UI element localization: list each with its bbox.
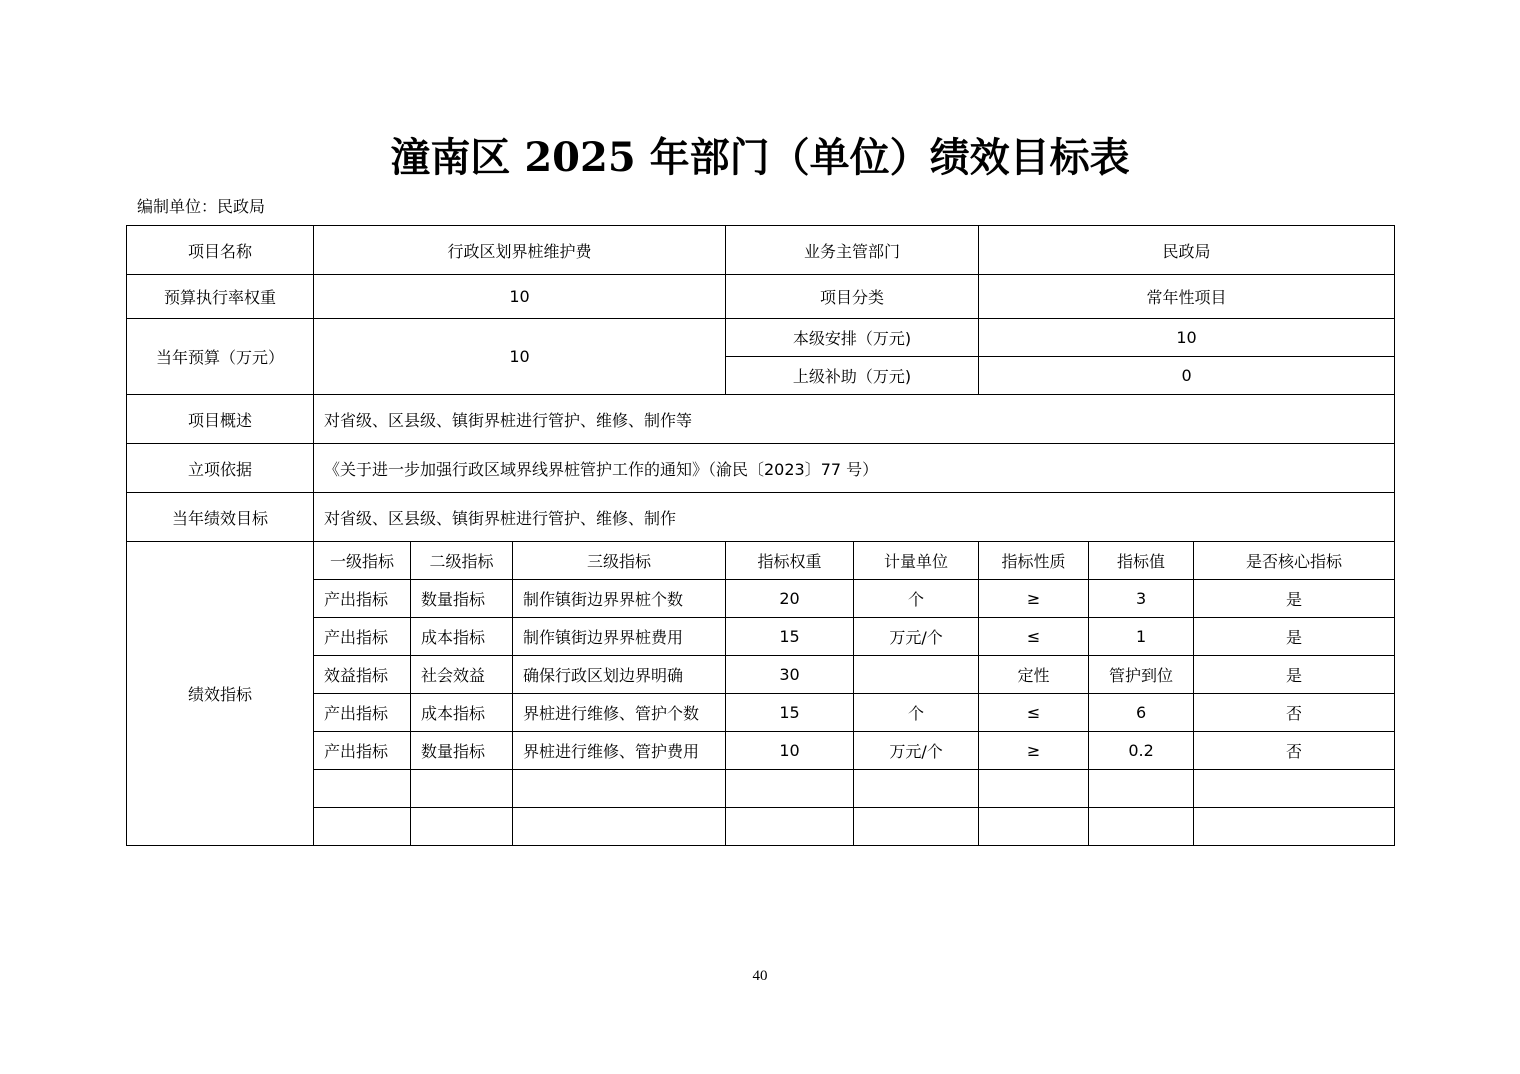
empty-cell — [411, 770, 513, 808]
superior-subsidy-label: 上级补助（万元) — [726, 357, 979, 395]
budget-label: 当年预算（万元） — [127, 319, 314, 395]
exec-weight-value: 10 — [314, 275, 726, 319]
value-cell: 1 — [1089, 618, 1194, 656]
project-name-label: 项目名称 — [127, 226, 314, 275]
performance-target-table — [126, 225, 1395, 846]
unit-cell: 个 — [854, 580, 979, 618]
empty-cell — [726, 770, 854, 808]
level2-cell: 社会效益 — [411, 656, 513, 694]
header-unit: 计量单位 — [854, 542, 979, 580]
indicator-row — [127, 580, 1395, 618]
level1-cell: 产出指标 — [314, 732, 411, 770]
nature-cell: ≥ — [979, 732, 1089, 770]
level1-cell: 效益指标 — [314, 656, 411, 694]
level1-cell: 产出指标 — [314, 694, 411, 732]
empty-cell — [411, 808, 513, 846]
local-arrangement-value: 10 — [979, 319, 1395, 357]
header-core: 是否核心指标 — [1194, 542, 1395, 580]
core-cell: 否 — [1194, 732, 1395, 770]
empty-cell — [513, 808, 726, 846]
level3-cell: 制作镇街边界界桩个数 — [513, 580, 726, 618]
local-arrangement-label: 本级安排（万元) — [726, 319, 979, 357]
empty-cell — [314, 770, 411, 808]
nature-cell: ≤ — [979, 694, 1089, 732]
unit-cell: 万元/个 — [854, 618, 979, 656]
value-cell: 3 — [1089, 580, 1194, 618]
value-cell: 6 — [1089, 694, 1194, 732]
level2-cell: 数量指标 — [411, 732, 513, 770]
unit-cell: 万元/个 — [854, 732, 979, 770]
page-number: 40 — [752, 968, 768, 984]
overview-label: 项目概述 — [127, 395, 314, 444]
budget-value: 10 — [314, 319, 726, 395]
department-label: 业务主管部门 — [726, 226, 979, 275]
category-value: 常年性项目 — [979, 275, 1395, 319]
value-cell: 0.2 — [1089, 732, 1194, 770]
level3-cell: 制作镇街边界界桩费用 — [513, 618, 726, 656]
value-cell: 管护到位 — [1089, 656, 1194, 694]
empty-cell — [513, 770, 726, 808]
core-cell: 否 — [1194, 694, 1395, 732]
empty-cell — [1194, 808, 1395, 846]
indicator-row — [127, 732, 1395, 770]
empty-cell — [854, 770, 979, 808]
level3-cell: 确保行政区划边界明确 — [513, 656, 726, 694]
empty-cell — [1194, 770, 1395, 808]
empty-cell — [314, 808, 411, 846]
empty-cell — [1089, 808, 1194, 846]
table-row — [127, 226, 1395, 275]
annual-goal-label: 当年绩效目标 — [127, 493, 314, 542]
weight-cell: 15 — [726, 618, 854, 656]
level1-cell: 产出指标 — [314, 618, 411, 656]
header-weight: 指标权重 — [726, 542, 854, 580]
level3-cell: 界桩进行维修、管护费用 — [513, 732, 726, 770]
level2-cell: 数量指标 — [411, 580, 513, 618]
header-nature: 指标性质 — [979, 542, 1089, 580]
core-cell: 是 — [1194, 656, 1395, 694]
weight-cell: 10 — [726, 732, 854, 770]
empty-cell — [726, 808, 854, 846]
empty-cell — [979, 808, 1089, 846]
level3-cell: 界桩进行维修、管护个数 — [513, 694, 726, 732]
weight-cell: 30 — [726, 656, 854, 694]
level1-cell: 产出指标 — [314, 580, 411, 618]
indicator-row — [127, 694, 1395, 732]
nature-cell: ≥ — [979, 580, 1089, 618]
table-row — [127, 319, 1395, 357]
weight-cell: 15 — [726, 694, 854, 732]
table-row — [127, 275, 1395, 319]
basis-value: 《关于进一步加强行政区域界线界桩管护工作的通知》（渝民〔2023〕77 号） — [314, 444, 1395, 493]
unit-cell: 个 — [854, 694, 979, 732]
table-row — [127, 444, 1395, 493]
overview-value: 对省级、区县级、镇街界桩进行管护、维修、制作等 — [314, 395, 1395, 444]
indicators-section-label: 绩效指标 — [127, 542, 314, 846]
table-row — [127, 395, 1395, 444]
exec-weight-label: 预算执行率权重 — [127, 275, 314, 319]
weight-cell: 20 — [726, 580, 854, 618]
indicator-row — [127, 618, 1395, 656]
header-level3: 三级指标 — [513, 542, 726, 580]
category-label: 项目分类 — [726, 275, 979, 319]
level2-cell: 成本指标 — [411, 618, 513, 656]
department-value: 民政局 — [979, 226, 1395, 275]
nature-cell: 定性 — [979, 656, 1089, 694]
empty-cell — [979, 770, 1089, 808]
header-level2: 二级指标 — [411, 542, 513, 580]
header-value: 指标值 — [1089, 542, 1194, 580]
project-name-value: 行政区划界桩维护费 — [314, 226, 726, 275]
core-cell: 是 — [1194, 580, 1395, 618]
basis-label: 立项依据 — [127, 444, 314, 493]
core-cell: 是 — [1194, 618, 1395, 656]
annual-goal-value: 对省级、区县级、镇街界桩进行管护、维修、制作 — [314, 493, 1395, 542]
indicator-row-empty — [127, 770, 1395, 808]
empty-cell — [1089, 770, 1194, 808]
nature-cell: ≤ — [979, 618, 1089, 656]
page-title: 潼南区 2025 年部门（单位）绩效目标表 — [390, 134, 1130, 181]
superior-subsidy-value: 0 — [979, 357, 1395, 395]
unit-cell — [854, 656, 979, 694]
indicator-header-row — [127, 542, 1395, 580]
level2-cell: 成本指标 — [411, 694, 513, 732]
indicator-row-empty — [127, 808, 1395, 846]
table-row — [127, 493, 1395, 542]
empty-cell — [854, 808, 979, 846]
compiling-unit: 编制单位：民政局 — [137, 197, 266, 216]
header-level1: 一级指标 — [314, 542, 411, 580]
indicator-row — [127, 656, 1395, 694]
